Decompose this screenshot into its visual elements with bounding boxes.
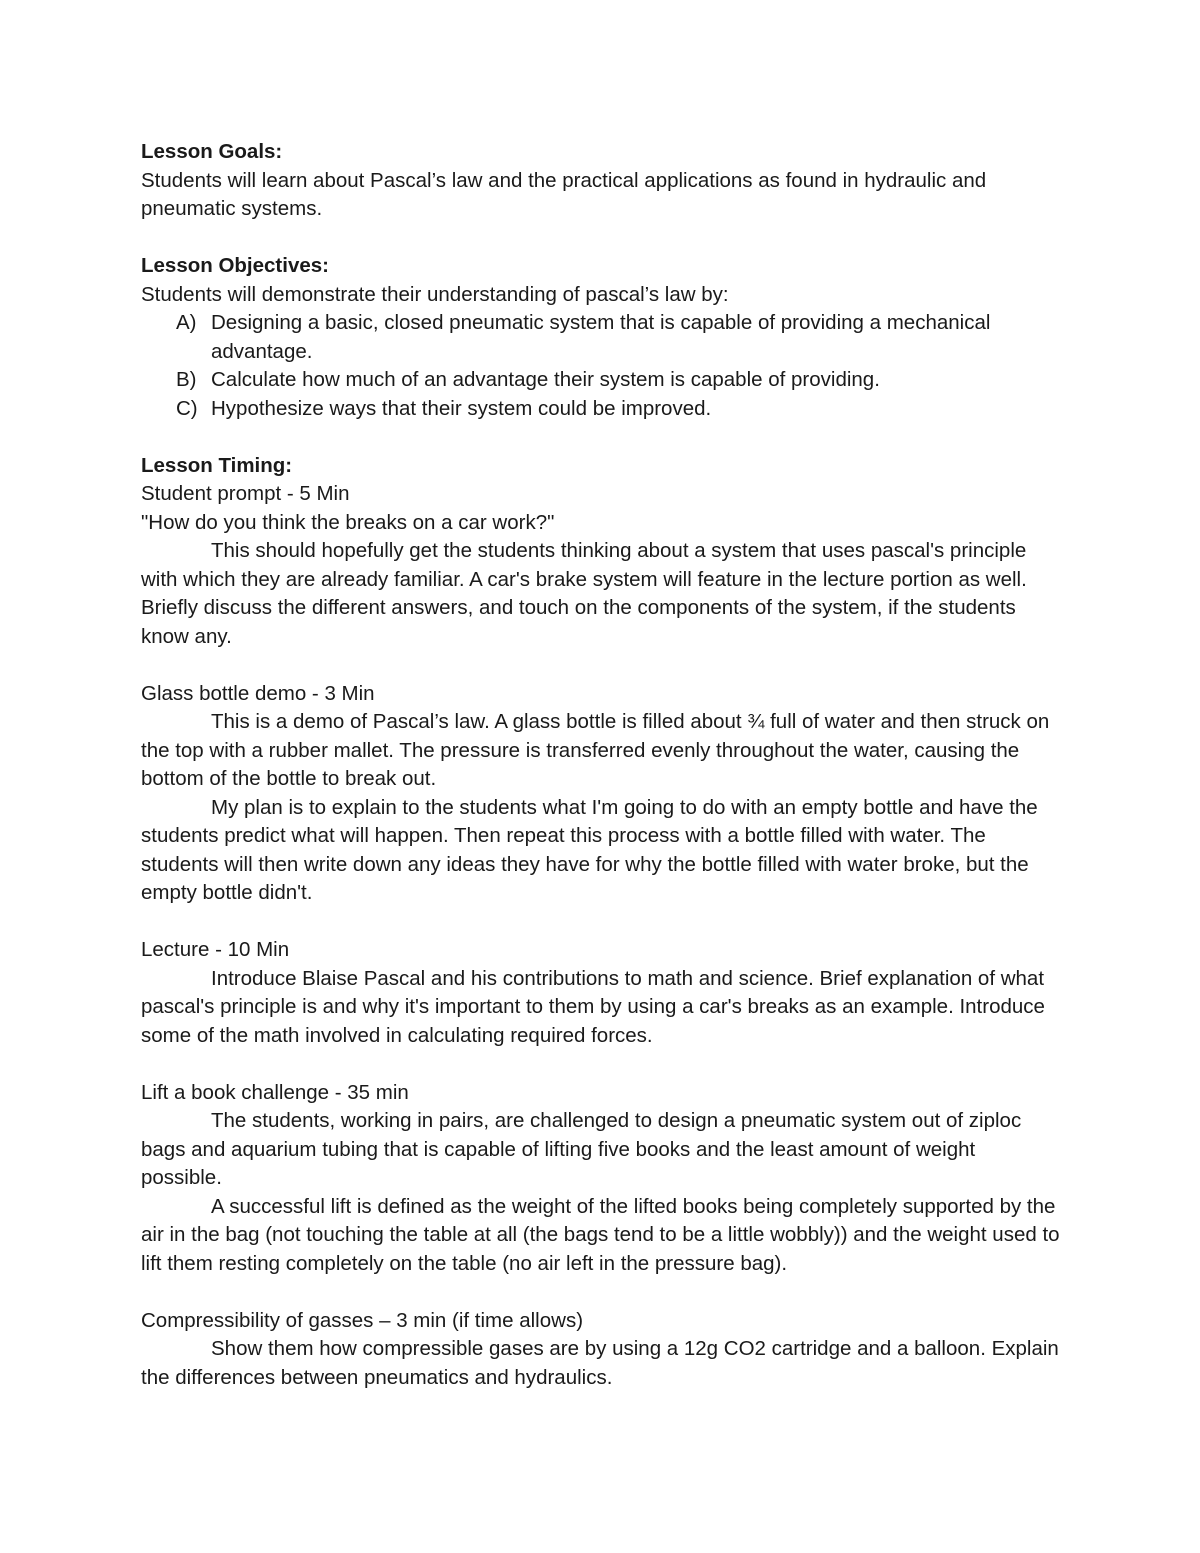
spacer [141,651,1061,680]
lesson-goals-heading: Lesson Goals: [141,140,283,163]
objective-item [141,309,1061,366]
objective-marker: B) [176,368,197,391]
lesson-objectives-intro: Students will demonstrate their understanding of pascal’s law by: [141,282,729,306]
objective-text: Hypothesize ways that their system could be improved. [211,396,712,420]
objective-marker: A) [176,311,197,334]
spacer [141,1050,1061,1079]
spacer [141,1278,1061,1307]
timing-section-paragraph: A successful lift is defined as the weight of the lifted books being completely supported by the air in the bag (not touching the table at all (the bags tend to be a little wobbly)) and the weight used to lift them resting completely on the table (no air left in the pressure bag). [141,1194,1060,1275]
timing-section-title: Student prompt - 5 Min [141,482,350,505]
timing-section-title: Glass bottle demo - 3 Min [141,681,375,705]
timing-section-title: Lift a book challenge - 35 min [141,1080,409,1104]
lesson-plan-document [141,138,1061,1392]
lesson-timing-heading: Lesson Timing: [141,453,293,477]
objective-item [141,395,1061,424]
timing-section-paragraph: Show them how compressible gases are by using a 12g CO2 cartridge and a balloon. Explain the differences between pneumatics and hydraulics. [141,1337,1059,1389]
lesson-objectives-heading: Lesson Objectives: [141,254,329,277]
lesson-goals-text: Students will learn about Pascal’s law and the practical applications as found in hydraulic and pneumatic systems. [141,168,987,220]
timing-section-paragraph: This should hopefully get the students thinking about a system that uses pascal's principle with which they are already familiar. A car's brake system will feature in the lecture portion as well. Briefly discuss the different answers, and touch on the components of the system, if the students know any. [141,539,1027,648]
objective-item [141,366,1061,395]
timing-section-paragraph: My plan is to explain to the students what I'm going to do with an empty bottle and have the students predict what will happen. Then repeat this process with a bottle filled with water. The students will then write down any ideas they have for why the bottle filled with water broke, but the empty bottle didn't. [141,795,1038,904]
spacer [141,224,1061,253]
spacer [141,908,1061,937]
objective-text: Designing a basic, closed pneumatic system that is capable of providing a mechanical advantage. [211,311,991,363]
timing-section-title: Lecture - 10 Min [141,938,290,961]
objectives-list [141,309,1061,423]
timing-section-quote: "How do you think the breaks on a car work?" [141,510,555,534]
timing-section-paragraph: This is a demo of Pascal’s law. A glass bottle is filled about ¾ full of water and then struck on the top with a rubber mallet. The pressure is transferred evenly throughout the water, causing the bottom of the bottle to break out. [141,710,1050,790]
timing-section-title: Compressibility of gasses – 3 min (if time allows) [141,1308,584,1332]
timing-section-paragraph: Introduce Blaise Pascal and his contributions to math and science. Brief explanation of what pascal's principle is and why it's important to them by using a car's breaks as an example. Introduce some of the math involved in calculating required forces. [141,966,1045,1047]
spacer [141,423,1061,452]
objective-text: Calculate how much of an advantage their system is capable of providing. [211,368,880,391]
objective-marker: C) [176,396,198,420]
timing-section-paragraph: The students, working in pairs, are challenged to design a pneumatic system out of ziploc bags and aquarium tubing that is capable of lifting five books and the least amount of weight possible. [141,1109,1022,1189]
